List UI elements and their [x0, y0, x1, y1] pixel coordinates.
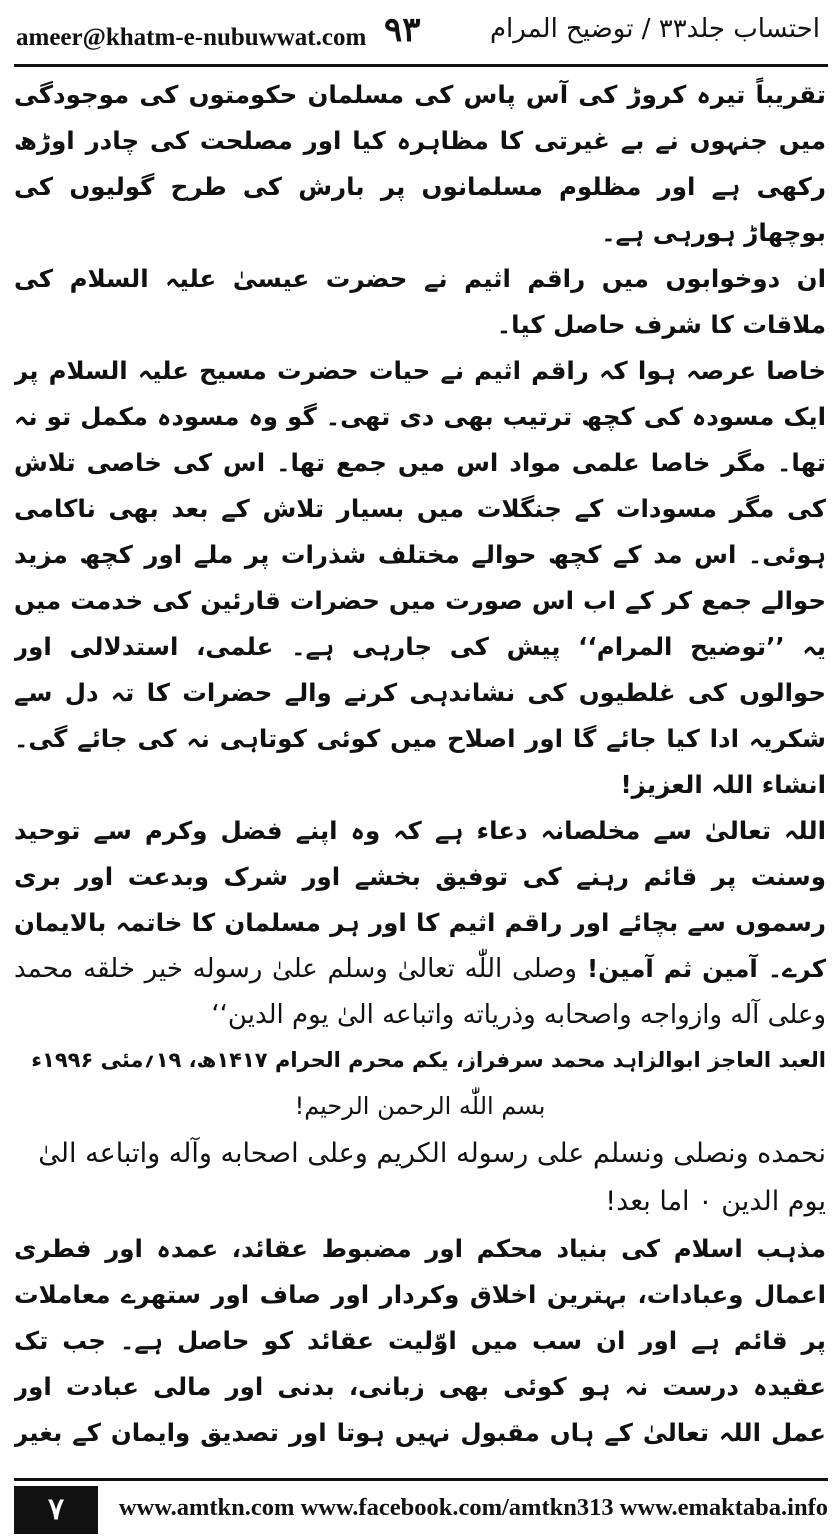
header-book-title: احتساب جلد۳۳ / توضیح المرام: [489, 14, 820, 44]
page-body: [14, 72, 826, 1464]
page-header: [0, 0, 840, 62]
footer-website-links[interactable]: www.amtkn.com www.facebook.com/amtkn313 www.emaktaba.info: [118, 1494, 828, 1521]
author-signature: العبد العاجز ابوالزاہد محمد سرفراز، یکم محرم الحرام ۱۴۱۷ھ، ۱۹؍مئی ۱۹۹۶ء: [31, 1048, 826, 1072]
paragraph-4: [14, 808, 826, 1038]
dua-text: اللہ تعالیٰ سے مخلصانہ دعاء ہے کہ وہ اپنے فضل وکرم سے توحید وسنت پر قائم رہنے کی توفیق بخشے اور شرک وبدعت اور بری رسموں سے بچائے اور راقم اثیم کا اور ہر مسلمان کا خاتمہ بالایمان کرے۔ آمین ثم آمین!: [14, 816, 826, 983]
header-rule: [14, 64, 828, 67]
header-page-number: ۹۳: [384, 10, 421, 50]
bismillah-heading: بسم اللّٰه الرحمن الرحیم!: [294, 1092, 546, 1120]
paragraph-1: تقریباً تیرہ کروڑ کی آس پاس کی مسلمان حکومتوں کی موجودگی میں جنہوں نے بے غیرتی کا مظاہرہ کیا اور مصلحت کی چادر اوڑھ رکھی ہے اور مظلوم مسلمانوں پر بارش کی طرح گولیوں کی بوچھاڑ ہورہی ہے۔: [14, 80, 826, 247]
footer-page-index: ۷: [14, 1486, 98, 1534]
paragraph-3: خاصا عرصہ ہوا کہ راقم اثیم نے حیات حضرت مسیح علیہ السلام پر ایک مسودہ کی کچھ ترتیب بھی دی تھی۔ گو وہ مسودہ مکمل تو نہ تھا۔ مگر خاصا علمی مواد اس میں جمع تھا۔ اس کی خاصی تلاش کی مگر مسودات کے جنگلات میں بسیار تلاش کے بعد بھی ناکامی ہوئی۔ اس مد کے کچھ حوالے مختلف شذرات پر ملے اور کچھ مزید حوالے جمع کر کے اب اس صورت میں حضرات قارئین کی خدمت میں یہ ’’توضیح المرام‘‘ پیش کی جارہی ہے۔ علمی، استدلالی اور حوالوں کی غلطیوں کی نشاندہی کرنے والے حضرات کا تہ دل سے شکریہ ادا کیا جائے گا اور اصلاح میں کوئی کوتاہی نہ کی جائے گی۔ انشاء اللہ العزیز!: [14, 356, 826, 799]
paragraph-2: ان دوخوابوں میں راقم اثیم نے حضرت عیسیٰ علیہ السلام کی ملاقات کا شرف حاصل کیا۔: [14, 264, 826, 339]
footer-rule: [14, 1478, 828, 1481]
arabic-salawat: وصلی اللّٰه تعالیٰ وسلم علیٰ رسوله خیر خلقه محمد وعلی آله وازواجه واصحابه وذریاته واتباعه الیٰ یوم الدین‘‘: [14, 954, 826, 1030]
paragraph-5: مذہب اسلام کی بنیاد محکم اور مضبوط عقائد، عمدہ اور فطری اعمال وعبادات، بہترین اخلاق وکردار اور صاف اور ستھرے معاملات پر قائم ہے اور ان سب میں اوّلیت عقائد کو حاصل ہے۔ جب تک عقیدہ درست نہ ہو کوئی بھی زبانی، بدنی اور مالی عبادت اور عمل اللہ تعالیٰ کے ہاں مقبول نہیں ہوتا اور تصدیق وایمان کے بغیر: [14, 1234, 826, 1447]
opening-praise: نحمده ونصلی ونسلم علی رسوله الکریم وعلی اصحابه وآله واتباعه الیٰ یوم الدین ۰ اما بعد!: [38, 1138, 826, 1217]
header-email[interactable]: ameer@khatm-e-nubuwwat.com: [16, 24, 367, 51]
